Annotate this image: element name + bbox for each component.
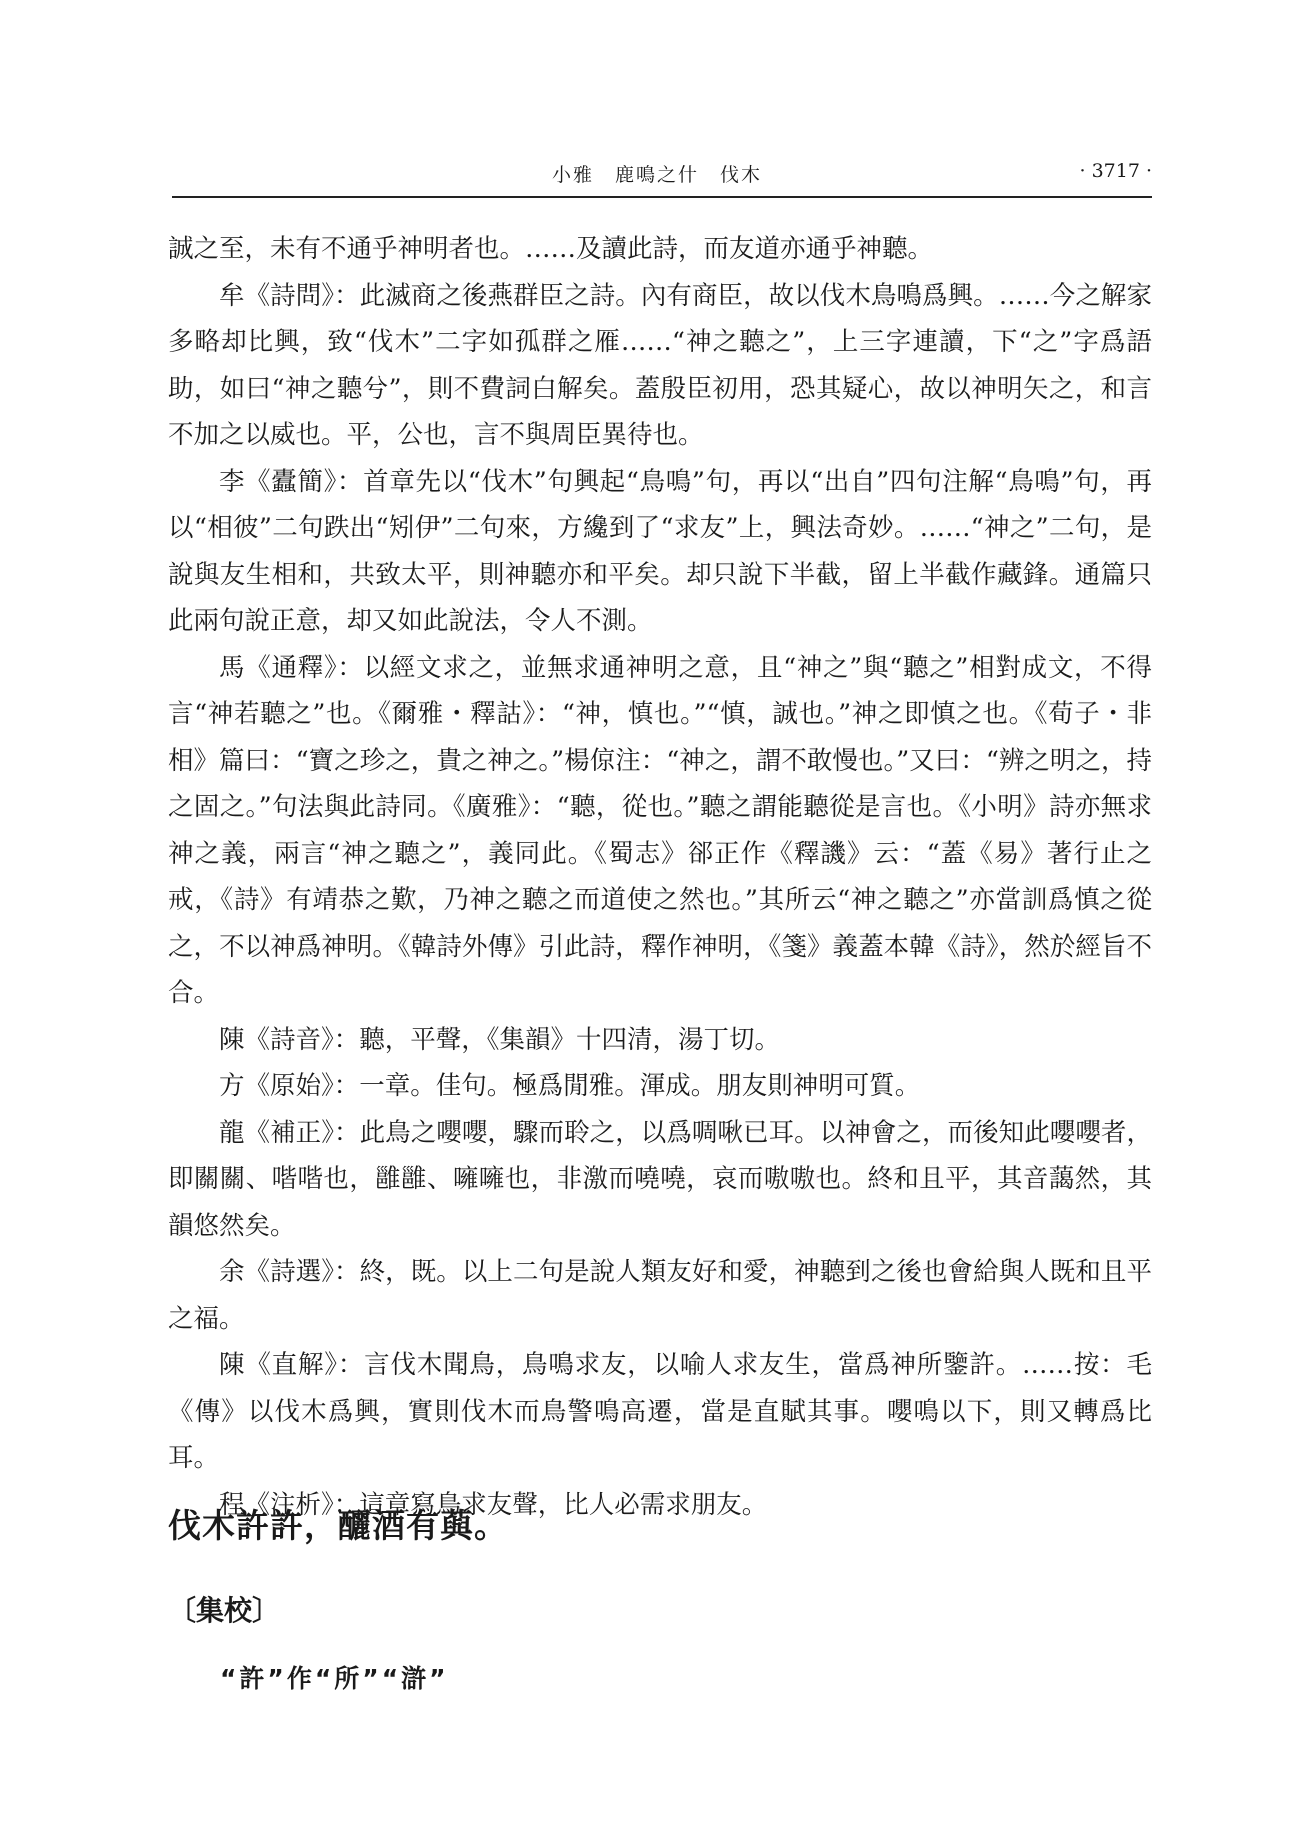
commentary-paragraph: 李《蠹簡》：首章先以“伐木”句興起“鳥鳴”句，再以“出自”四句注解“鳥鳴”句，再以“相彼”二句跌出“矧伊”二句來，方纔到了“求友”上，興法奇妙。……“神之”二句，是說與友生相和，共致太平，則神聽亦和平矣。却只說下半截，留上半截作藏鋒。通篇只此兩句說正意，却又如此說法，令人不測。	[168, 466, 1152, 636]
commentary-paragraph: 陳《直解》：言伐木聞鳥，鳥鳴求友，以喻人求友生，當爲神所鑒許。……按：毛《傳》以伐木爲興，實則伐木而鳥警鳴高遷，當是直賦其事。嚶鳴以下，則又轉爲比耳。	[168, 1350, 1152, 1473]
running-title: 小雅 鹿鳴之什 伐木	[552, 164, 763, 186]
commentary-paragraph: 誠之至，未有不通乎神明者也。……及讀此詩，而友道亦通乎神聽。	[168, 234, 934, 264]
section-heading: 〔集校〕	[168, 1594, 281, 1627]
entry-heading: 伐木許許，釃酒有藇。	[168, 1506, 508, 1545]
commentary-paragraph: 馬《通釋》：以經文求之，並無求通神明之意，且“神之”與“聽之”相對成文，不得言“神若聽之”也。《爾雅・釋詁》：“神，慎也。”“慎，誠也。”神之即慎之也。《荀子・非相》篇曰：“寶之珍之，貴之神之。”楊倞注：“神之，謂不敢慢也。”又曰：“辨之明之，持之固之。”句法與此詩同。《廣雅》：“聽，從也。”聽之謂能聽從是言也。《小明》詩亦無求神之義，兩言“神之聽之”，義同此。《蜀志》郤正作《釋譏》云：“蓋《易》著行止之戒，《詩》有靖恭之歎，乃神之聽之而道使之然也。”其所云“神之聽之”亦當訓爲慎之從之，不以神爲神明。《韓詩外傳》引此詩，釋作神明，《箋》義蓋本韓《詩》，然於經旨不合。	[168, 652, 1152, 1008]
commentary-paragraph: 余《詩選》：終，既。以上二句是說人類友好和愛，神聽到之後也會給與人既和且平之福。	[168, 1257, 1152, 1334]
commentary-paragraph: 程《注析》：這章寫鳥求友聲，比人必需求朋友。	[219, 1489, 768, 1520]
commentary-paragraph: 陳《詩音》：聽，平聲，《集韻》十四清，湯丁切。	[219, 1024, 781, 1055]
commentary-body	[168, 226, 1152, 1528]
sub-heading: “許”作“所”“滸”	[220, 1664, 449, 1693]
header-rule	[172, 196, 1152, 198]
commentary-paragraph: 方《原始》：一章。佳句。極爲閒雅。渾成。朋友則神明可質。	[219, 1071, 921, 1101]
commentary-paragraph: 牟《詩問》：此滅商之後燕群臣之詩。內有商臣，故以伐木鳥鳴爲興。……今之解家多略却比興，致“伐木”二字如孤群之雁……“神之聽之”，上三字連讀，下“之”字爲語助，如曰“神之聽兮”，則不費詞白解矣。蓋殷臣初用，恐其疑心，故以神明矢之，和言不加之以威也。平，公也，言不與周臣異待也。	[168, 280, 1152, 450]
page-number: · 3717 ·	[1079, 160, 1152, 182]
commentary-paragraph: 龍《補正》：此鳥之嚶嚶，驟而聆之，以爲啁啾已耳。以神會之，而後知此嚶嚶者，即關關、喈喈也，雝雝、噰噰也，非激而嘵嘵，哀而嗷嗷也。終和且平，其音藹然，其韻悠然矣。	[168, 1117, 1152, 1241]
running-header	[172, 160, 1152, 190]
